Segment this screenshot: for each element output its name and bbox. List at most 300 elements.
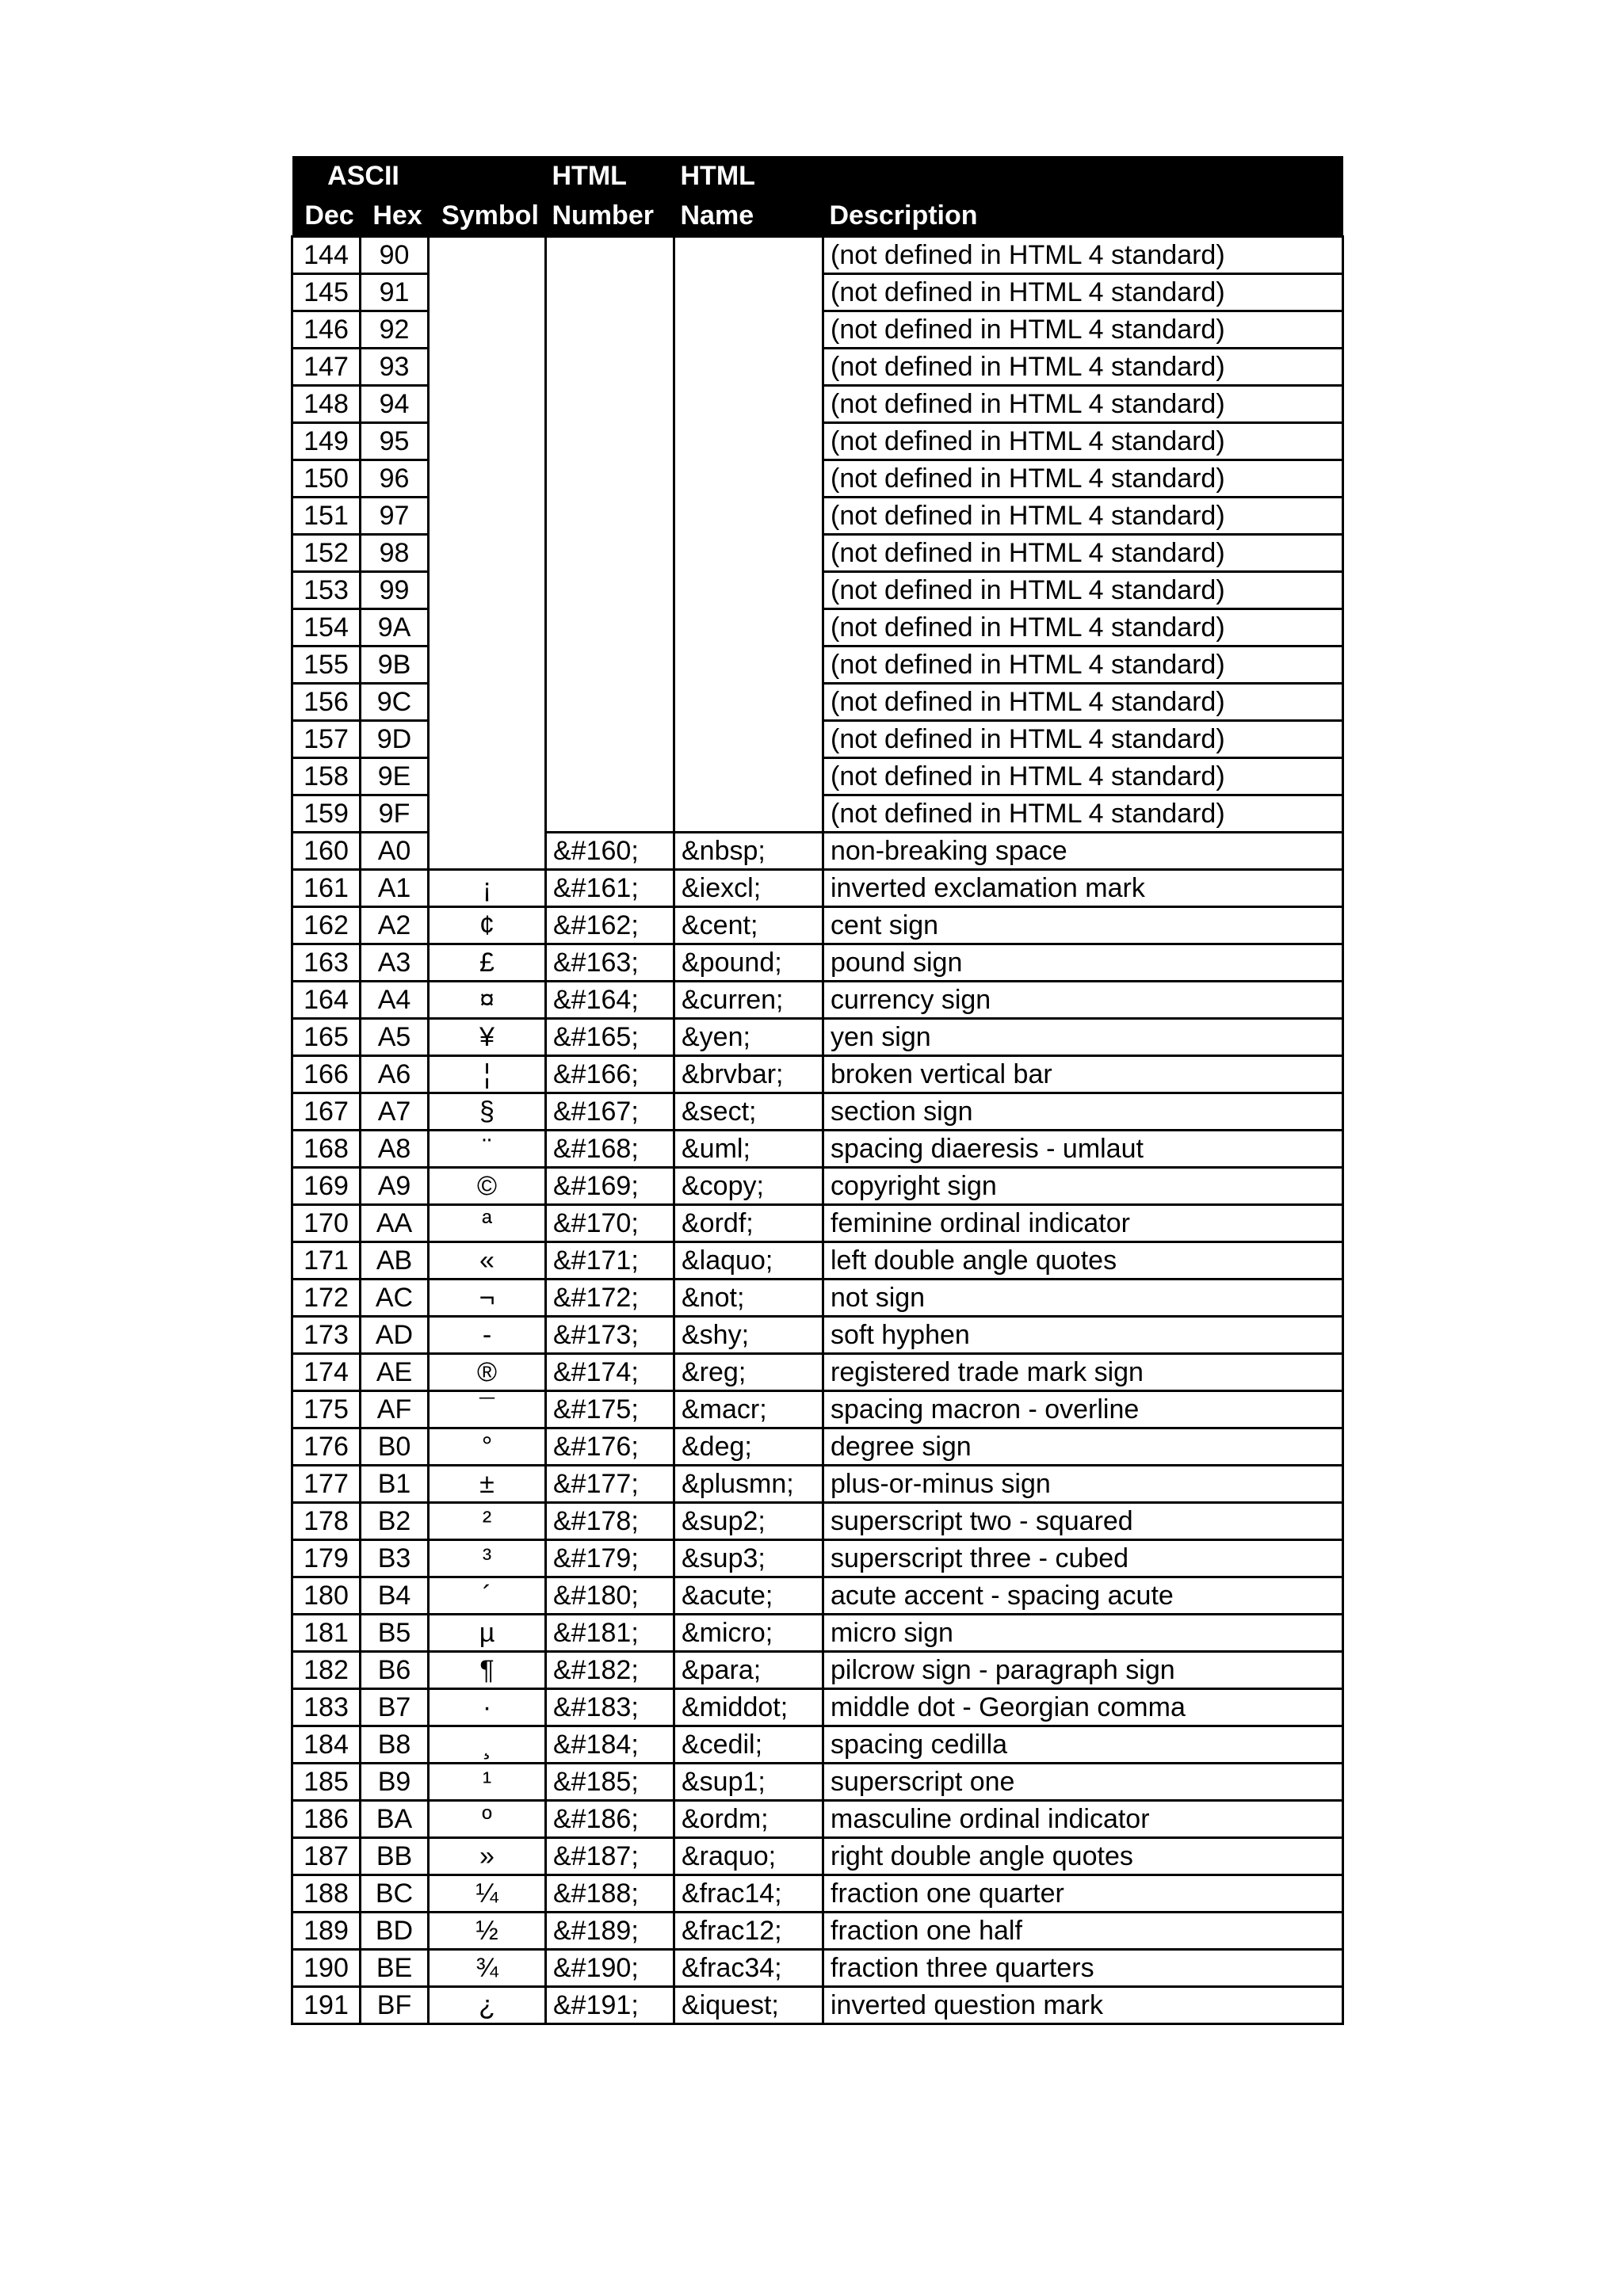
- cell-description: (not defined in HTML 4 standard): [823, 795, 1343, 833]
- table-row: [292, 1987, 1343, 2024]
- cell-html-number: &#183;: [546, 1689, 674, 1726]
- cell-hex: AF: [361, 1391, 429, 1428]
- cell-description: non-breaking space: [823, 833, 1343, 870]
- cell-description: yen sign: [823, 1019, 1343, 1056]
- cell-dec: 178: [292, 1503, 361, 1540]
- cell-hex: 9D: [361, 721, 429, 758]
- cell-description: plus-or-minus sign: [823, 1466, 1343, 1503]
- cell-dec: 147: [292, 349, 361, 386]
- cell-html-name: [674, 386, 823, 423]
- cell-symbol: ¿: [429, 1987, 546, 2024]
- table-row: [292, 1019, 1343, 1056]
- cell-hex: B3: [361, 1540, 429, 1577]
- header-symbol-blank: [429, 156, 546, 196]
- cell-description: masculine ordinal indicator: [823, 1801, 1343, 1838]
- cell-hex: 9A: [361, 609, 429, 646]
- cell-dec: 171: [292, 1242, 361, 1280]
- cell-html-number: &#179;: [546, 1540, 674, 1577]
- cell-symbol: ¨: [429, 1131, 546, 1168]
- cell-html-name: [674, 460, 823, 498]
- cell-hex: A9: [361, 1168, 429, 1205]
- cell-html-number: [546, 609, 674, 646]
- cell-symbol: ´: [429, 1577, 546, 1615]
- cell-html-number: &#168;: [546, 1131, 674, 1168]
- cell-symbol: [429, 386, 546, 423]
- cell-description: (not defined in HTML 4 standard): [823, 311, 1343, 349]
- table-row: [292, 1205, 1343, 1242]
- table-row: [292, 1875, 1343, 1913]
- cell-description: (not defined in HTML 4 standard): [823, 349, 1343, 386]
- table-row: [292, 572, 1343, 609]
- cell-html-number: &#190;: [546, 1950, 674, 1987]
- cell-html-name: &para;: [674, 1652, 823, 1689]
- cell-html-number: &#189;: [546, 1913, 674, 1950]
- cell-description: spacing diaeresis - umlaut: [823, 1131, 1343, 1168]
- table-row: [292, 1838, 1343, 1875]
- table-row: [292, 758, 1343, 795]
- cell-description: currency sign: [823, 982, 1343, 1019]
- cell-dec: 164: [292, 982, 361, 1019]
- cell-html-number: &#191;: [546, 1987, 674, 2024]
- cell-html-name: [674, 349, 823, 386]
- cell-html-name: &sup2;: [674, 1503, 823, 1540]
- cell-symbol: ¤: [429, 982, 546, 1019]
- cell-dec: 169: [292, 1168, 361, 1205]
- cell-dec: 183: [292, 1689, 361, 1726]
- cell-dec: 160: [292, 833, 361, 870]
- cell-description: (not defined in HTML 4 standard): [823, 274, 1343, 311]
- cell-html-name: &frac12;: [674, 1913, 823, 1950]
- cell-hex: B1: [361, 1466, 429, 1503]
- table-row: [292, 1913, 1343, 1950]
- table-row: [292, 535, 1343, 572]
- table-row: [292, 1131, 1343, 1168]
- table-row: [292, 1391, 1343, 1428]
- cell-symbol: [429, 572, 546, 609]
- cell-dec: 181: [292, 1615, 361, 1652]
- cell-description: (not defined in HTML 4 standard): [823, 460, 1343, 498]
- cell-hex: BA: [361, 1801, 429, 1838]
- cell-html-number: &#170;: [546, 1205, 674, 1242]
- cell-symbol: ²: [429, 1503, 546, 1540]
- cell-html-number: &#181;: [546, 1615, 674, 1652]
- cell-dec: 161: [292, 870, 361, 907]
- cell-symbol: [429, 609, 546, 646]
- cell-html-number: [546, 349, 674, 386]
- header-dec: Dec: [292, 196, 361, 237]
- cell-html-number: [546, 311, 674, 349]
- cell-html-number: [546, 795, 674, 833]
- table-row: [292, 1503, 1343, 1540]
- cell-hex: AC: [361, 1280, 429, 1317]
- cell-description: (not defined in HTML 4 standard): [823, 423, 1343, 460]
- table-row: [292, 1354, 1343, 1391]
- cell-html-name: &uml;: [674, 1131, 823, 1168]
- cell-html-number: [546, 646, 674, 684]
- cell-hex: A6: [361, 1056, 429, 1093]
- cell-hex: 9B: [361, 646, 429, 684]
- cell-html-name: &not;: [674, 1280, 823, 1317]
- cell-html-number: &#187;: [546, 1838, 674, 1875]
- cell-dec: 170: [292, 1205, 361, 1242]
- cell-dec: 144: [292, 237, 361, 274]
- cell-html-number: &#176;: [546, 1428, 674, 1466]
- cell-html-name: [674, 572, 823, 609]
- cell-symbol: ½: [429, 1913, 546, 1950]
- cell-dec: 152: [292, 535, 361, 572]
- cell-html-number: &#162;: [546, 907, 674, 944]
- ascii-table-sheet: [291, 156, 1342, 2025]
- cell-html-name: &pound;: [674, 944, 823, 982]
- table-row: [292, 423, 1343, 460]
- cell-html-number: [546, 684, 674, 721]
- cell-dec: 156: [292, 684, 361, 721]
- cell-symbol: ¼: [429, 1875, 546, 1913]
- cell-symbol: ª: [429, 1205, 546, 1242]
- cell-html-name: &macr;: [674, 1391, 823, 1428]
- cell-html-name: [674, 721, 823, 758]
- cell-description: soft hyphen: [823, 1317, 1343, 1354]
- cell-html-name: &brvbar;: [674, 1056, 823, 1093]
- cell-symbol: [429, 535, 546, 572]
- cell-dec: 145: [292, 274, 361, 311]
- cell-description: superscript three - cubed: [823, 1540, 1343, 1577]
- cell-hex: BD: [361, 1913, 429, 1950]
- cell-dec: 148: [292, 386, 361, 423]
- cell-description: (not defined in HTML 4 standard): [823, 237, 1343, 274]
- cell-html-name: &cent;: [674, 907, 823, 944]
- cell-html-number: &#175;: [546, 1391, 674, 1428]
- cell-hex: A2: [361, 907, 429, 944]
- cell-html-name: &deg;: [674, 1428, 823, 1466]
- cell-description: spacing macron - overline: [823, 1391, 1343, 1428]
- table-body: [292, 237, 1343, 2024]
- cell-symbol: [429, 423, 546, 460]
- cell-html-name: &acute;: [674, 1577, 823, 1615]
- table-row: [292, 311, 1343, 349]
- cell-html-number: [546, 237, 674, 274]
- cell-hex: B5: [361, 1615, 429, 1652]
- cell-dec: 174: [292, 1354, 361, 1391]
- cell-html-number: &#177;: [546, 1466, 674, 1503]
- cell-dec: 153: [292, 572, 361, 609]
- cell-html-number: &#163;: [546, 944, 674, 982]
- cell-html-name: &middot;: [674, 1689, 823, 1726]
- cell-description: (not defined in HTML 4 standard): [823, 646, 1343, 684]
- table-row: [292, 944, 1343, 982]
- cell-description: fraction one quarter: [823, 1875, 1343, 1913]
- cell-html-number: &#185;: [546, 1764, 674, 1801]
- cell-hex: A0: [361, 833, 429, 870]
- cell-hex: A1: [361, 870, 429, 907]
- cell-html-name: [674, 237, 823, 274]
- cell-html-name: [674, 795, 823, 833]
- table-row: [292, 684, 1343, 721]
- table-row: [292, 386, 1343, 423]
- table-row: [292, 646, 1343, 684]
- cell-description: superscript two - squared: [823, 1503, 1343, 1540]
- table-header: [292, 156, 1343, 237]
- cell-html-name: &frac34;: [674, 1950, 823, 1987]
- cell-description: (not defined in HTML 4 standard): [823, 609, 1343, 646]
- cell-html-name: &sect;: [674, 1093, 823, 1131]
- cell-symbol: [429, 721, 546, 758]
- cell-dec: 146: [292, 311, 361, 349]
- cell-description: acute accent - spacing acute: [823, 1577, 1343, 1615]
- cell-symbol: «: [429, 1242, 546, 1280]
- cell-html-name: &plusmn;: [674, 1466, 823, 1503]
- table-row: [292, 1726, 1343, 1764]
- cell-hex: A5: [361, 1019, 429, 1056]
- cell-description: not sign: [823, 1280, 1343, 1317]
- cell-symbol: [429, 684, 546, 721]
- table-row: [292, 1466, 1343, 1503]
- table-row: [292, 1615, 1343, 1652]
- cell-html-name: &reg;: [674, 1354, 823, 1391]
- cell-hex: B0: [361, 1428, 429, 1466]
- table-row: [292, 498, 1343, 535]
- cell-html-name: &iquest;: [674, 1987, 823, 2024]
- cell-description: superscript one: [823, 1764, 1343, 1801]
- cell-hex: 92: [361, 311, 429, 349]
- cell-html-number: &#166;: [546, 1056, 674, 1093]
- header-row-column-labels: [292, 196, 1343, 237]
- cell-dec: 150: [292, 460, 361, 498]
- cell-html-number: [546, 274, 674, 311]
- cell-dec: 158: [292, 758, 361, 795]
- cell-hex: 9F: [361, 795, 429, 833]
- cell-html-number: &#164;: [546, 982, 674, 1019]
- cell-html-number: &#184;: [546, 1726, 674, 1764]
- cell-dec: 175: [292, 1391, 361, 1428]
- cell-html-name: &laquo;: [674, 1242, 823, 1280]
- table-row: [292, 1689, 1343, 1726]
- table-row: [292, 274, 1343, 311]
- cell-html-number: [546, 423, 674, 460]
- cell-dec: 189: [292, 1913, 361, 1950]
- table-row: [292, 795, 1343, 833]
- cell-symbol: ¢: [429, 907, 546, 944]
- table-row: [292, 721, 1343, 758]
- table-row: [292, 1056, 1343, 1093]
- cell-symbol: ¥: [429, 1019, 546, 1056]
- cell-symbol: ±: [429, 1466, 546, 1503]
- cell-symbol: ¡: [429, 870, 546, 907]
- table-row: [292, 1801, 1343, 1838]
- cell-hex: 91: [361, 274, 429, 311]
- cell-hex: 98: [361, 535, 429, 572]
- cell-description: (not defined in HTML 4 standard): [823, 386, 1343, 423]
- cell-html-name: &raquo;: [674, 1838, 823, 1875]
- table-row: [292, 907, 1343, 944]
- table-row: [292, 460, 1343, 498]
- table-row: [292, 1764, 1343, 1801]
- cell-description: pound sign: [823, 944, 1343, 982]
- cell-hex: 93: [361, 349, 429, 386]
- cell-hex: 95: [361, 423, 429, 460]
- cell-symbol: [429, 274, 546, 311]
- cell-dec: 185: [292, 1764, 361, 1801]
- cell-dec: 163: [292, 944, 361, 982]
- cell-dec: 177: [292, 1466, 361, 1503]
- cell-description: broken vertical bar: [823, 1056, 1343, 1093]
- cell-html-name: &curren;: [674, 982, 823, 1019]
- cell-dec: 154: [292, 609, 361, 646]
- cell-html-name: [674, 758, 823, 795]
- cell-dec: 186: [292, 1801, 361, 1838]
- cell-dec: 184: [292, 1726, 361, 1764]
- cell-hex: 94: [361, 386, 429, 423]
- cell-hex: B8: [361, 1726, 429, 1764]
- cell-html-name: [674, 684, 823, 721]
- cell-symbol: ¦: [429, 1056, 546, 1093]
- cell-html-number: &#172;: [546, 1280, 674, 1317]
- table-row: [292, 237, 1343, 274]
- cell-description: (not defined in HTML 4 standard): [823, 535, 1343, 572]
- header-html-number-group: HTML: [546, 156, 674, 196]
- cell-symbol: [429, 498, 546, 535]
- cell-html-name: [674, 423, 823, 460]
- table-row: [292, 1652, 1343, 1689]
- cell-dec: 173: [292, 1317, 361, 1354]
- cell-hex: AB: [361, 1242, 429, 1280]
- cell-html-number: [546, 535, 674, 572]
- table-row: [292, 1242, 1343, 1280]
- header-hex: Hex: [361, 196, 429, 237]
- table-row: [292, 609, 1343, 646]
- cell-description: pilcrow sign - paragraph sign: [823, 1652, 1343, 1689]
- cell-description: micro sign: [823, 1615, 1343, 1652]
- table-row: [292, 870, 1343, 907]
- table-row: [292, 1428, 1343, 1466]
- cell-hex: BC: [361, 1875, 429, 1913]
- cell-hex: A7: [361, 1093, 429, 1131]
- cell-hex: AA: [361, 1205, 429, 1242]
- cell-html-name: &iexcl;: [674, 870, 823, 907]
- cell-dec: 176: [292, 1428, 361, 1466]
- cell-hex: B4: [361, 1577, 429, 1615]
- cell-description: (not defined in HTML 4 standard): [823, 572, 1343, 609]
- cell-html-name: [674, 311, 823, 349]
- cell-hex: B2: [361, 1503, 429, 1540]
- cell-html-number: &#167;: [546, 1093, 674, 1131]
- cell-html-number: [546, 721, 674, 758]
- cell-hex: A4: [361, 982, 429, 1019]
- header-description-blank: [823, 156, 1343, 196]
- cell-description: copyright sign: [823, 1168, 1343, 1205]
- cell-description: (not defined in HTML 4 standard): [823, 498, 1343, 535]
- cell-dec: 157: [292, 721, 361, 758]
- cell-description: (not defined in HTML 4 standard): [823, 758, 1343, 795]
- cell-html-name: &micro;: [674, 1615, 823, 1652]
- cell-dec: 191: [292, 1987, 361, 2024]
- cell-hex: 97: [361, 498, 429, 535]
- cell-dec: 172: [292, 1280, 361, 1317]
- cell-symbol: [429, 349, 546, 386]
- cell-html-number: &#165;: [546, 1019, 674, 1056]
- cell-hex: AD: [361, 1317, 429, 1354]
- cell-symbol: [429, 460, 546, 498]
- cell-hex: AE: [361, 1354, 429, 1391]
- cell-symbol: ¯: [429, 1391, 546, 1428]
- cell-dec: 159: [292, 795, 361, 833]
- cell-description: left double angle quotes: [823, 1242, 1343, 1280]
- cell-dec: 149: [292, 423, 361, 460]
- table-row: [292, 833, 1343, 870]
- cell-html-name: [674, 646, 823, 684]
- cell-symbol: º: [429, 1801, 546, 1838]
- cell-hex: 99: [361, 572, 429, 609]
- table-row: [292, 982, 1343, 1019]
- cell-symbol: [429, 758, 546, 795]
- header-ascii: ASCII: [292, 156, 429, 196]
- cell-hex: B9: [361, 1764, 429, 1801]
- cell-symbol: [429, 833, 546, 870]
- cell-symbol: ¬: [429, 1280, 546, 1317]
- table-row: [292, 1168, 1343, 1205]
- cell-html-number: &#180;: [546, 1577, 674, 1615]
- cell-html-number: &#188;: [546, 1875, 674, 1913]
- cell-description: middle dot - Georgian comma: [823, 1689, 1343, 1726]
- cell-symbol: °: [429, 1428, 546, 1466]
- cell-hex: BB: [361, 1838, 429, 1875]
- cell-html-name: [674, 498, 823, 535]
- cell-html-name: &yen;: [674, 1019, 823, 1056]
- cell-description: fraction three quarters: [823, 1950, 1343, 1987]
- cell-html-name: &shy;: [674, 1317, 823, 1354]
- cell-dec: 166: [292, 1056, 361, 1093]
- header-row-group-labels: [292, 156, 1343, 196]
- cell-html-number: &#173;: [546, 1317, 674, 1354]
- cell-html-name: &copy;: [674, 1168, 823, 1205]
- cell-dec: 168: [292, 1131, 361, 1168]
- cell-symbol: ¶: [429, 1652, 546, 1689]
- cell-symbol: ·: [429, 1689, 546, 1726]
- cell-description: cent sign: [823, 907, 1343, 944]
- cell-description: right double angle quotes: [823, 1838, 1343, 1875]
- header-number: Number: [546, 196, 674, 237]
- cell-html-name: [674, 274, 823, 311]
- cell-symbol: ®: [429, 1354, 546, 1391]
- cell-description: registered trade mark sign: [823, 1354, 1343, 1391]
- cell-hex: 9C: [361, 684, 429, 721]
- cell-dec: 182: [292, 1652, 361, 1689]
- cell-html-number: [546, 572, 674, 609]
- cell-hex: 9E: [361, 758, 429, 795]
- cell-html-name: &ordf;: [674, 1205, 823, 1242]
- cell-html-name: &frac14;: [674, 1875, 823, 1913]
- cell-hex: A3: [361, 944, 429, 982]
- cell-hex: 96: [361, 460, 429, 498]
- cell-dec: 180: [292, 1577, 361, 1615]
- cell-description: fraction one half: [823, 1913, 1343, 1950]
- cell-html-number: &#182;: [546, 1652, 674, 1689]
- header-description: Description: [823, 196, 1343, 237]
- header-symbol: Symbol: [429, 196, 546, 237]
- ascii-html-entity-table: [291, 156, 1344, 2025]
- cell-html-name: [674, 535, 823, 572]
- table-row: [292, 1540, 1343, 1577]
- cell-hex: BF: [361, 1987, 429, 2024]
- table-row: [292, 1093, 1343, 1131]
- cell-hex: B6: [361, 1652, 429, 1689]
- cell-html-number: [546, 460, 674, 498]
- cell-symbol: ³: [429, 1540, 546, 1577]
- cell-html-number: &#161;: [546, 870, 674, 907]
- cell-symbol: ¸: [429, 1726, 546, 1764]
- cell-symbol: -: [429, 1317, 546, 1354]
- cell-description: (not defined in HTML 4 standard): [823, 684, 1343, 721]
